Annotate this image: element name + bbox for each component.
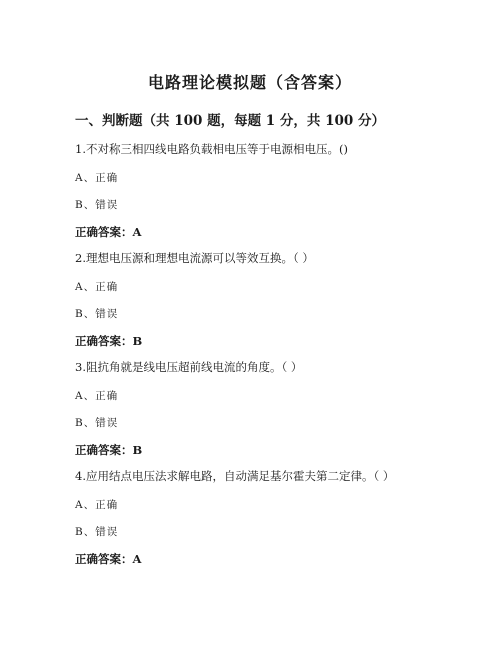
question-2-text: 2.理想电压源和理想电流源可以等效互换。（ ）: [75, 251, 314, 265]
question-1-answer: 正确答案：A: [75, 225, 142, 239]
question-1-text: 1.不对称三相四线电路负载相电压等于电源相电压。(): [75, 142, 348, 156]
question-4-option-b: B、错误: [75, 526, 119, 538]
question-2-answer: 正确答案：B: [75, 334, 143, 348]
question-3-text: 3.阻抗角就是线电压超前线电流的角度。（ ）: [75, 360, 303, 374]
question-2-option-b: B、错误: [75, 308, 119, 320]
section-heading: 一、判断题（共 100 题，每题 1 分，共 100 分）: [75, 113, 385, 129]
question-3-option-b: B、错误: [75, 417, 119, 429]
question-3-option-a: A、正确: [75, 390, 119, 402]
question-1-option-b: B、错误: [75, 199, 119, 211]
question-4-option-a: A、正确: [75, 499, 119, 511]
question-2-option-a: A、正确: [75, 281, 119, 293]
question-1-option-a: A、正确: [75, 172, 119, 184]
question-4-answer: 正确答案：A: [75, 552, 142, 566]
question-4-text: 4.应用结点电压法求解电路，自动满足基尔霍夫第二定律。（ ）: [75, 469, 395, 483]
question-3-answer: 正确答案：B: [75, 443, 143, 457]
document-title: 电路理论模拟题（含答案）: [147, 73, 352, 92]
